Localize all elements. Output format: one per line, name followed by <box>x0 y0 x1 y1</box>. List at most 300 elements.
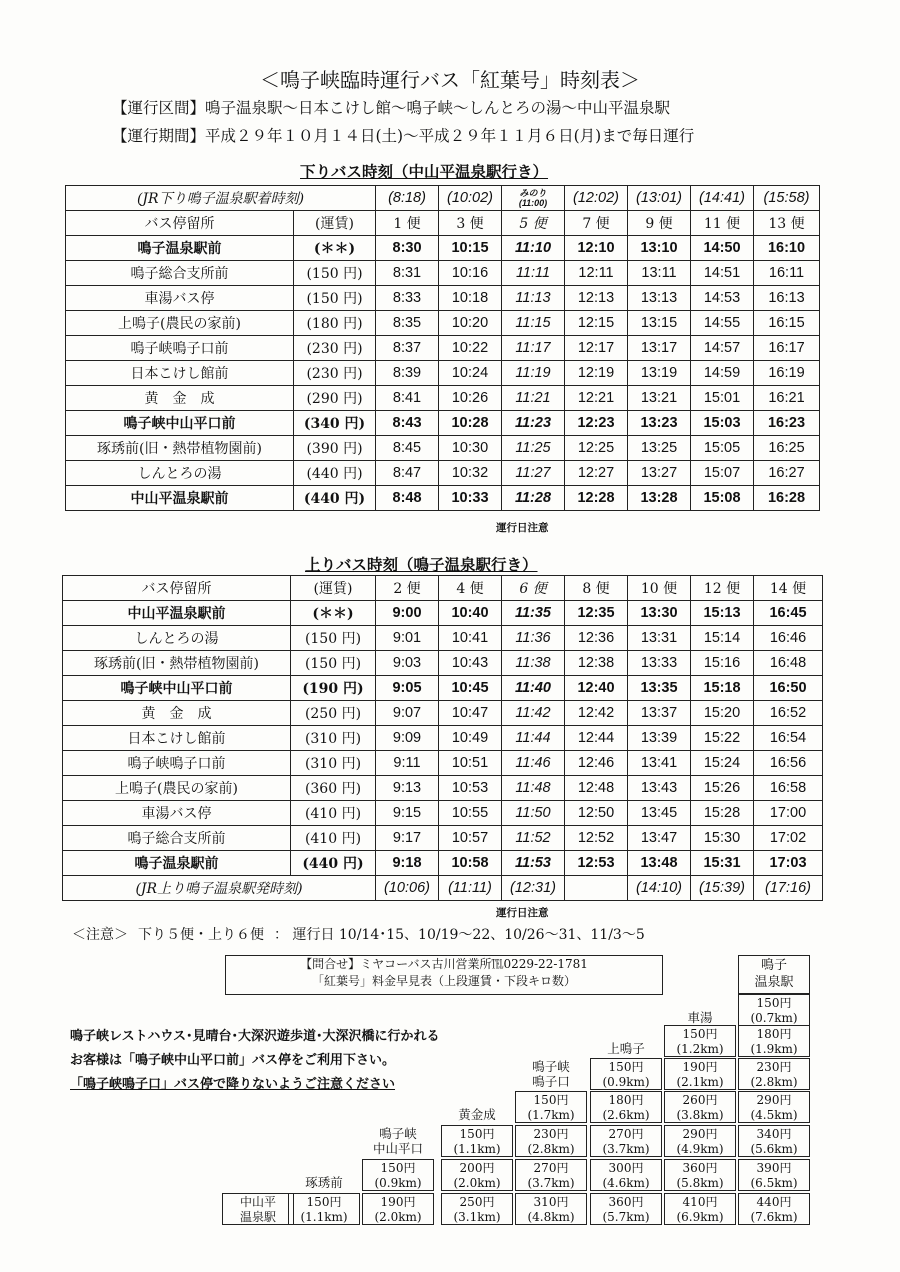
departure-time: 11:15 <box>502 311 565 336</box>
column-header: 12 便 <box>691 576 754 601</box>
departure-time: 16:45 <box>754 601 823 626</box>
departure-time: 8:35 <box>376 311 439 336</box>
fare-amount: 410円 <box>682 1195 718 1209</box>
fare-cell <box>441 1193 513 1225</box>
departure-time: 12:10 <box>565 236 628 261</box>
departure-time: 10:33 <box>439 486 502 511</box>
departure-time: 8:47 <box>376 461 439 486</box>
departure-time: 9:03 <box>376 651 439 676</box>
fare-amount: 270円 <box>533 1161 569 1175</box>
stop-name: しんとろの湯 <box>66 461 294 486</box>
table-row <box>63 651 823 676</box>
departure-time: 12:19 <box>565 361 628 386</box>
guide-text: お客様は「鳴子峡中山平口前」バス停をご利用下さい。 <box>70 1053 396 1068</box>
fare-cell <box>515 1159 587 1191</box>
fare-amount: 390円 <box>756 1161 792 1175</box>
fare: (290 円) <box>294 386 376 411</box>
departure-time: 16:58 <box>754 776 823 801</box>
up-heading: 上りバス時刻（鳴子温泉駅行き） <box>305 555 538 574</box>
fare-chart-stop-label <box>664 1010 736 1025</box>
fare-chart-stop-label <box>590 1041 662 1056</box>
fare: (360 円) <box>291 776 376 801</box>
departure-time: 10:55 <box>439 801 502 826</box>
table-row <box>66 236 820 261</box>
fare-amount: 150円 <box>608 1060 644 1074</box>
column-header: 6 便 <box>502 576 565 601</box>
departure-time: 16:19 <box>754 361 820 386</box>
departure-time: 13:41 <box>628 751 691 776</box>
departure-time: 16:13 <box>754 286 820 311</box>
departure-time: 16:17 <box>754 336 820 361</box>
departure-time: 11:10 <box>502 236 565 261</box>
departure-time: 9:00 <box>376 601 439 626</box>
fare-amount: 340円 <box>756 1127 792 1141</box>
departure-time: 10:26 <box>439 386 502 411</box>
stop-name: 鳴子峡鳴子口前 <box>63 751 291 776</box>
departure-time: 10:41 <box>439 626 502 651</box>
stop-label-line: 温泉駅 <box>239 1210 276 1224</box>
fare-amount: 360円 <box>682 1161 718 1175</box>
fare-distance: (6.9km) <box>676 1210 724 1224</box>
fare: (440 円) <box>291 851 376 876</box>
stop-name: 中山平温泉駅前 <box>66 486 294 511</box>
departure-time: 11:17 <box>502 336 565 361</box>
fare-distance: (2.8km) <box>750 1075 798 1089</box>
departure-time: 13:15 <box>628 311 691 336</box>
column-header: (運賃) <box>291 576 376 601</box>
fare-distance: (2.0km) <box>374 1210 422 1224</box>
fare-amount: 180円 <box>756 1027 792 1041</box>
fare: (340 円) <box>294 411 376 436</box>
table-row <box>63 801 823 826</box>
fare-amount: 310円 <box>533 1195 569 1209</box>
stop-name: 日本こけし館前 <box>63 726 291 751</box>
down-heading: 下りバス時刻（中山平温泉駅行き） <box>300 162 549 181</box>
stop-name: 鳴子峡鳴子口前 <box>66 336 294 361</box>
stop-name: 黄 金 成 <box>63 701 291 726</box>
departure-time: 12:52 <box>565 826 628 851</box>
jr-arrival-time: (8:18) <box>376 186 439 211</box>
fare-cell <box>738 1058 810 1090</box>
fare-distance: (2.0km) <box>453 1176 501 1190</box>
fare-chart-stop-label <box>222 1193 294 1225</box>
fare-cell <box>738 1125 810 1157</box>
departure-time: 8:33 <box>376 286 439 311</box>
departure-time: 15:31 <box>691 851 754 876</box>
departure-time: 13:23 <box>628 411 691 436</box>
fare-cell <box>738 1193 810 1225</box>
departure-time: 12:13 <box>565 286 628 311</box>
stop-name: 車湯バス停 <box>66 286 294 311</box>
departure-time: 16:23 <box>754 411 820 436</box>
fare-amount: 290円 <box>756 1093 792 1107</box>
departure-time: 12:40 <box>565 676 628 701</box>
fare-cell <box>362 1193 434 1225</box>
fare-distance: (3.1km) <box>453 1210 501 1224</box>
caution-label: ＜注意＞ <box>72 927 128 943</box>
departure-time: 15:18 <box>691 676 754 701</box>
table-row <box>63 726 823 751</box>
fare-distance: (6.5km) <box>750 1176 798 1190</box>
table-row <box>66 286 820 311</box>
departure-time: 13:33 <box>628 651 691 676</box>
jr-departure-time <box>565 876 628 901</box>
departure-time: 10:43 <box>439 651 502 676</box>
jr-arrival-time: (12:02) <box>565 186 628 211</box>
departure-time: 12:23 <box>565 411 628 436</box>
fare-distance: (5.8km) <box>676 1176 724 1190</box>
departure-time: 12:21 <box>565 386 628 411</box>
fare-cell <box>590 1159 662 1191</box>
stop-name: 黄 金 成 <box>66 386 294 411</box>
fare-distance: (1.1km) <box>300 1210 348 1224</box>
stop-name: 鳴子総合支所前 <box>66 261 294 286</box>
stop-name: 琢琇前(旧・熱帯植物園前) <box>66 436 294 461</box>
fare-amount: 150円 <box>306 1195 342 1209</box>
departure-time: 12:36 <box>565 626 628 651</box>
table-row <box>66 311 820 336</box>
down-operation-note: 運行日注意 <box>496 522 549 534</box>
inquiry-box <box>225 955 663 995</box>
caution-note <box>72 924 655 944</box>
stop-label-line: 鳴子峡 <box>379 1126 417 1141</box>
departure-time: 12:46 <box>565 751 628 776</box>
departure-time: 12:44 <box>565 726 628 751</box>
departure-time: 8:41 <box>376 386 439 411</box>
departure-time: 9:11 <box>376 751 439 776</box>
departure-time: 16:10 <box>754 236 820 261</box>
departure-time: 11:21 <box>502 386 565 411</box>
departure-time: 16:50 <box>754 676 823 701</box>
departure-time: 13:10 <box>628 236 691 261</box>
fare-cell <box>738 1091 810 1123</box>
fare-distance: (7.6km) <box>750 1210 798 1224</box>
departure-time: 10:47 <box>439 701 502 726</box>
fare-chart-stop-label <box>441 1107 513 1122</box>
departure-time: 14:51 <box>691 261 754 286</box>
departure-time: 15:08 <box>691 486 754 511</box>
fare-distance: (0.9km) <box>374 1176 422 1190</box>
fare: (310 円) <box>291 726 376 751</box>
departure-time: 10:28 <box>439 411 502 436</box>
fare-distance: (3.7km) <box>527 1176 575 1190</box>
departure-time: 13:28 <box>628 486 691 511</box>
fare-amount: 150円 <box>380 1161 416 1175</box>
departure-time: 17:02 <box>754 826 823 851</box>
stop-label-line: 鳴子口 <box>532 1074 570 1089</box>
column-header: バス停留所 <box>63 576 291 601</box>
departure-time: 13:37 <box>628 701 691 726</box>
departure-time: 9:18 <box>376 851 439 876</box>
fare-amount: 290円 <box>682 1127 718 1141</box>
stop-name: 車湯バス停 <box>63 801 291 826</box>
departure-time: 11:35 <box>502 601 565 626</box>
departure-time: 15:20 <box>691 701 754 726</box>
stop-label-line: 鳴子峡 <box>532 1059 570 1074</box>
fare: (390 円) <box>294 436 376 461</box>
fare-cell <box>590 1125 662 1157</box>
departure-time: 15:24 <box>691 751 754 776</box>
departure-time: 13:27 <box>628 461 691 486</box>
departure-time: 13:30 <box>628 601 691 626</box>
table-row <box>66 261 820 286</box>
departure-time: 16:48 <box>754 651 823 676</box>
fare-amount: 200円 <box>459 1161 495 1175</box>
fare-amount: 190円 <box>682 1060 718 1074</box>
fare-cell <box>664 1091 736 1123</box>
departure-time: 11:42 <box>502 701 565 726</box>
departure-time: 10:57 <box>439 826 502 851</box>
fare-chart-caption: 「紅葉号」料金早見表（上段運賃・下段キロ数） <box>311 974 576 988</box>
fare-cell <box>664 1193 736 1225</box>
departure-time: 13:13 <box>628 286 691 311</box>
jr-arrival-time: (15:58) <box>754 186 820 211</box>
table-row <box>66 386 820 411</box>
fare-distance: (1.9km) <box>750 1042 798 1056</box>
fare-chart-stop-label <box>515 1059 587 1089</box>
departure-time: 16:25 <box>754 436 820 461</box>
period-info: 【運行期間】平成２９年１０月１４日(土)〜平成２９年１１月６日(月)まで毎日運行 <box>112 127 695 145</box>
column-header: バス停留所 <box>66 211 294 236</box>
departure-time: 9:01 <box>376 626 439 651</box>
jr-arrival-time <box>502 186 565 211</box>
guide-warning: 「鳴子峡鳴子口」バス停で降りないようご注意ください <box>70 1077 396 1092</box>
departure-time: 15:05 <box>691 436 754 461</box>
fare: (150 円) <box>294 261 376 286</box>
departure-time: 16:46 <box>754 626 823 651</box>
departure-time: 12:53 <box>565 851 628 876</box>
fare: (＊＊) <box>291 601 376 626</box>
fare-amount: 230円 <box>756 1060 792 1074</box>
departure-time: 11:11 <box>502 261 565 286</box>
departure-time: 12:25 <box>565 436 628 461</box>
column-header: 4 便 <box>439 576 502 601</box>
column-header: (運賃) <box>294 211 376 236</box>
departure-time: 11:44 <box>502 726 565 751</box>
table-row <box>66 461 820 486</box>
fare-cell <box>515 1125 587 1157</box>
departure-time: 10:40 <box>439 601 502 626</box>
fare-distance: (0.9km) <box>602 1075 650 1089</box>
stop-name: 鳴子温泉駅前 <box>63 851 291 876</box>
jr-departure-time: (11:11) <box>439 876 502 901</box>
departure-time: 8:37 <box>376 336 439 361</box>
departure-time: 15:22 <box>691 726 754 751</box>
departure-time: 14:59 <box>691 361 754 386</box>
departure-time: 14:50 <box>691 236 754 261</box>
column-header: 11 便 <box>691 211 754 236</box>
departure-time: 14:55 <box>691 311 754 336</box>
departure-time: 10:51 <box>439 751 502 776</box>
jr-arrival-row <box>66 186 820 211</box>
departure-time: 12:28 <box>565 486 628 511</box>
stop-name: 中山平温泉駅前 <box>63 601 291 626</box>
jr-departure-time: (14:10) <box>628 876 691 901</box>
fare: (190 円) <box>291 676 376 701</box>
jr-departure-label: (JR上り鳴子温泉駅発時刻) <box>63 876 376 901</box>
fare: (440 円) <box>294 461 376 486</box>
fare-distance: (1.1km) <box>453 1142 501 1156</box>
fare-chart-stop-label <box>288 1175 360 1190</box>
jr-departure-time: (10:06) <box>376 876 439 901</box>
header-row <box>63 576 823 601</box>
fare-cell <box>441 1159 513 1191</box>
column-header: 10 便 <box>628 576 691 601</box>
departure-time: 10:15 <box>439 236 502 261</box>
jr-arrival-time: (13:01) <box>628 186 691 211</box>
column-header: 2 便 <box>376 576 439 601</box>
departure-time: 13:47 <box>628 826 691 851</box>
fare-cell <box>738 994 810 1026</box>
fare-cell <box>362 1159 434 1191</box>
fare-amount: 250円 <box>459 1195 495 1209</box>
stop-label-line: 上鳴子 <box>607 1041 645 1056</box>
table-row <box>63 701 823 726</box>
fare-cell <box>738 1025 810 1057</box>
stop-name: 日本こけし館前 <box>66 361 294 386</box>
caution-days: ： 運行日 10/14･15、10/19〜22、10/26〜31、11/3〜5 <box>274 927 645 943</box>
column-header: 9 便 <box>628 211 691 236</box>
departure-time: 11:23 <box>502 411 565 436</box>
departure-time: 13:25 <box>628 436 691 461</box>
guide-text: 鳴子峡レストハウス･見晴台･大深沢遊歩道･大深沢橋に行かれる <box>70 1029 440 1044</box>
departure-time: 11:25 <box>502 436 565 461</box>
table-row <box>63 751 823 776</box>
fare: (180 円) <box>294 311 376 336</box>
departure-time: 11:40 <box>502 676 565 701</box>
stop-label-line: 中山平口 <box>372 1141 423 1156</box>
departure-time: 10:22 <box>439 336 502 361</box>
fare-distance: (3.8km) <box>676 1108 724 1122</box>
stop-label-line: 琢琇前 <box>305 1175 343 1190</box>
departure-time: 16:27 <box>754 461 820 486</box>
fare-amount: 150円 <box>682 1027 718 1041</box>
table-row <box>63 776 823 801</box>
departure-time: 13:17 <box>628 336 691 361</box>
table-row <box>63 626 823 651</box>
fare-distance: (5.6km) <box>750 1142 798 1156</box>
departure-time: 11:27 <box>502 461 565 486</box>
stop-label: 鳴子 <box>760 958 787 973</box>
fare-amount: 440円 <box>756 1195 792 1209</box>
departure-time: 10:32 <box>439 461 502 486</box>
fare-amount: 300円 <box>608 1161 644 1175</box>
fare-amount: 260円 <box>682 1093 718 1107</box>
departure-time: 10:24 <box>439 361 502 386</box>
departure-time: 15:13 <box>691 601 754 626</box>
table-row <box>63 826 823 851</box>
fare-distance: (3.7km) <box>602 1142 650 1156</box>
fare-cell <box>590 1091 662 1123</box>
departure-time: 15:07 <box>691 461 754 486</box>
stop-label: 温泉駅 <box>754 975 794 990</box>
column-header: 1 便 <box>376 211 439 236</box>
fare: (150 円) <box>291 651 376 676</box>
table-row <box>63 851 823 876</box>
header-row <box>66 211 820 236</box>
fare-distance: (5.7km) <box>602 1210 650 1224</box>
departure-time: 12:42 <box>565 701 628 726</box>
departure-time: 11:52 <box>502 826 565 851</box>
fare: (230 円) <box>294 336 376 361</box>
fare-distance: (4.6km) <box>602 1176 650 1190</box>
fare: (440 円) <box>294 486 376 511</box>
fare-distance: (2.6km) <box>602 1108 650 1122</box>
fare: (410 円) <box>291 801 376 826</box>
table-row <box>66 336 820 361</box>
fare-chart-corner <box>738 955 810 994</box>
departure-time: 8:43 <box>376 411 439 436</box>
departure-time: 11:36 <box>502 626 565 651</box>
up-operation-note: 運行日注意 <box>496 907 549 919</box>
up-timetable <box>62 575 823 901</box>
departure-time: 13:19 <box>628 361 691 386</box>
departure-time: 13:48 <box>628 851 691 876</box>
departure-time: 16:21 <box>754 386 820 411</box>
fare-distance: (4.8km) <box>527 1210 575 1224</box>
departure-time: 13:31 <box>628 626 691 651</box>
departure-time: 8:31 <box>376 261 439 286</box>
departure-time: 10:16 <box>439 261 502 286</box>
fare-cell <box>664 1058 736 1090</box>
table-row <box>66 436 820 461</box>
stop-name: しんとろの湯 <box>63 626 291 651</box>
departure-time: 12:27 <box>565 461 628 486</box>
departure-time: 8:48 <box>376 486 439 511</box>
departure-time: 13:39 <box>628 726 691 751</box>
departure-time: 11:28 <box>502 486 565 511</box>
table-row <box>66 411 820 436</box>
departure-time: 10:58 <box>439 851 502 876</box>
stop-name: 上鳴子(農民の家前) <box>63 776 291 801</box>
stop-name: 琢琇前(旧・熱帯植物園前) <box>63 651 291 676</box>
fare-amount: 230円 <box>533 1127 569 1141</box>
departure-time: 11:13 <box>502 286 565 311</box>
departure-time: 13:21 <box>628 386 691 411</box>
departure-time: 15:03 <box>691 411 754 436</box>
departure-time: 11:46 <box>502 751 565 776</box>
departure-time: 11:50 <box>502 801 565 826</box>
departure-time: 15:01 <box>691 386 754 411</box>
column-header: 14 便 <box>754 576 823 601</box>
stop-label-line: 中山平 <box>239 1195 276 1209</box>
jr-departure-time: (17:16) <box>754 876 823 901</box>
departure-time: 9:07 <box>376 701 439 726</box>
stop-name: 鳴子総合支所前 <box>63 826 291 851</box>
departure-time: 10:49 <box>439 726 502 751</box>
departure-time: 13:11 <box>628 261 691 286</box>
departure-time: 15:30 <box>691 826 754 851</box>
departure-time: 12:17 <box>565 336 628 361</box>
fare-cell <box>664 1125 736 1157</box>
stop-name: 鳴子峡中山平口前 <box>63 676 291 701</box>
caution-target: 下り５便・上り６便 <box>138 927 264 943</box>
column-header: 13 便 <box>754 211 820 236</box>
departure-time: 11:19 <box>502 361 565 386</box>
fare: (150 円) <box>291 626 376 651</box>
fare-distance: (1.2km) <box>676 1042 724 1056</box>
departure-time: 8:39 <box>376 361 439 386</box>
column-header: 3 便 <box>439 211 502 236</box>
fare-chart-stop-label <box>362 1126 434 1156</box>
fare-amount: 150円 <box>459 1127 495 1141</box>
departure-time: 9:13 <box>376 776 439 801</box>
departure-time: 15:16 <box>691 651 754 676</box>
stop-name: 鳴子温泉駅前 <box>66 236 294 261</box>
column-header: 5 便 <box>502 211 565 236</box>
fare-amount: 360円 <box>608 1195 644 1209</box>
departure-time: 16:11 <box>754 261 820 286</box>
